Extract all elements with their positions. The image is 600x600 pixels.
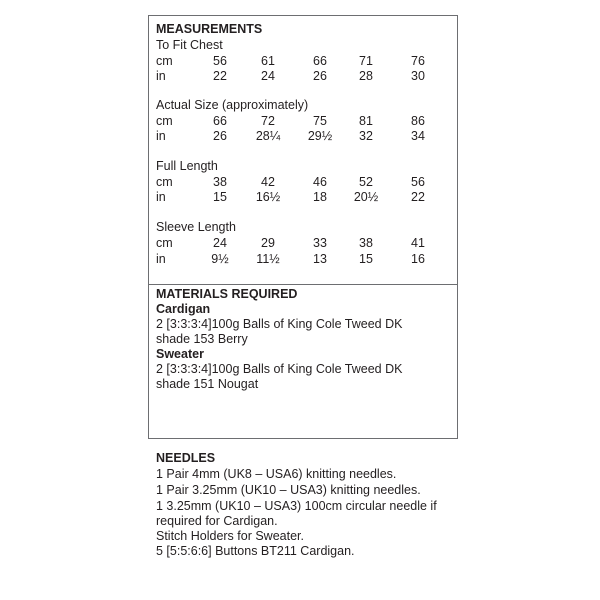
group-title: Actual Size (approximately) <box>156 98 309 112</box>
measurements-heading: MEASUREMENTS <box>156 22 263 36</box>
value-cell: 66 <box>213 114 227 128</box>
value-cell: 15 <box>359 252 373 266</box>
value-cell: 28¼ <box>255 129 281 143</box>
value-cell: 26 <box>313 69 327 83</box>
value-cell: 9½ <box>211 252 229 266</box>
sweater-title: Sweater <box>156 347 204 361</box>
unit-label: in <box>156 190 166 204</box>
unit-label: in <box>156 252 166 266</box>
unit-label: cm <box>156 236 173 250</box>
value-cell: 33 <box>313 236 327 250</box>
needles-line: 1 Pair 3.25mm (UK10 – USA3) knitting needles. <box>156 483 421 497</box>
value-cell: 22 <box>411 190 425 204</box>
needles-line: 1 Pair 4mm (UK8 – USA6) knitting needles. <box>156 467 397 481</box>
value-cell: 76 <box>411 54 425 68</box>
cardigan-line: 2 [3:3:3:4]100g Balls of King Cole Tweed DK <box>156 317 403 331</box>
value-cell: 46 <box>313 175 327 189</box>
value-cell: 30 <box>411 69 425 83</box>
needles-line: Stitch Holders for Sweater. <box>156 529 304 543</box>
needles-line: 1 3.25mm (UK10 – USA3) 100cm circular needle if <box>156 499 437 513</box>
value-cell: 75 <box>313 114 327 128</box>
value-cell: 86 <box>411 114 425 128</box>
value-cell: 13 <box>313 252 327 266</box>
value-cell: 38 <box>359 236 373 250</box>
needles-line: 5 [5:5:6:6] Buttons BT211 Cardigan. <box>156 544 355 558</box>
value-cell: 26 <box>213 129 227 143</box>
value-cell: 52 <box>359 175 373 189</box>
unit-label: cm <box>156 114 173 128</box>
value-cell: 56 <box>213 54 227 68</box>
unit-label: in <box>156 129 166 143</box>
value-cell: 71 <box>359 54 373 68</box>
value-cell: 24 <box>213 236 227 250</box>
value-cell: 28 <box>359 69 373 83</box>
value-cell: 41 <box>411 236 425 250</box>
value-cell: 72 <box>261 114 275 128</box>
cardigan-line: shade 153 Berry <box>156 332 248 346</box>
value-cell: 32 <box>359 129 373 143</box>
group-title: Sleeve Length <box>156 220 236 234</box>
value-cell: 61 <box>261 54 275 68</box>
value-cell: 34 <box>411 129 425 143</box>
group-title: To Fit Chest <box>156 38 223 52</box>
value-cell: 42 <box>261 175 275 189</box>
unit-label: cm <box>156 54 173 68</box>
value-cell: 29½ <box>307 129 333 143</box>
needles-line: required for Cardigan. <box>156 514 278 528</box>
needles-heading: NEEDLES <box>156 451 216 465</box>
value-cell: 22 <box>213 69 227 83</box>
value-cell: 15 <box>213 190 227 204</box>
value-cell: 20½ <box>353 190 379 204</box>
group-title: Full Length <box>156 159 218 173</box>
value-cell: 38 <box>213 175 227 189</box>
value-cell: 11½ <box>256 252 280 266</box>
value-cell: 29 <box>261 236 275 250</box>
value-cell: 56 <box>411 175 425 189</box>
value-cell: 24 <box>261 69 275 83</box>
value-cell: 16½ <box>255 190 281 204</box>
value-cell: 81 <box>359 114 373 128</box>
value-cell: 16 <box>411 252 425 266</box>
value-cell: 18 <box>313 190 327 204</box>
unit-label: in <box>156 69 166 83</box>
unit-label: cm <box>156 175 173 189</box>
value-cell: 66 <box>313 54 327 68</box>
sweater-line: shade 151 Nougat <box>156 377 259 391</box>
materials-heading: MATERIALS REQUIRED <box>156 287 298 301</box>
cardigan-title: Cardigan <box>156 302 211 316</box>
sweater-line: 2 [3:3:3:4]100g Balls of King Cole Tweed DK <box>156 362 403 376</box>
